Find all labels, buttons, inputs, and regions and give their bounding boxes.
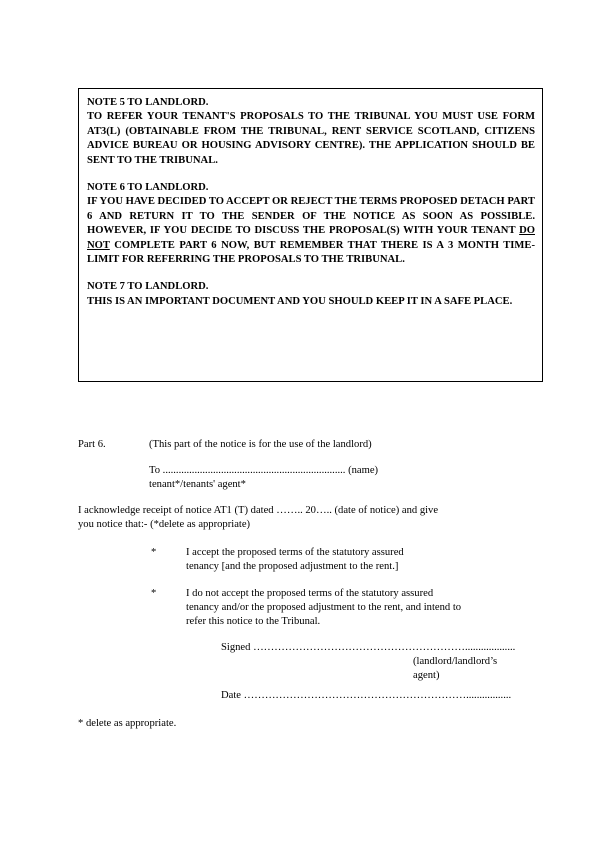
option-reject-text-line-3: refer this notice to the Tribunal. — [186, 616, 321, 627]
note-5-text: TO REFER YOUR TENANT'S PROPOSALS TO THE TRIBUNAL YOU MUST USE FORM AT3(L) (OBTAINABLE FROM THE TRIBUNAL, RENT SERVICE SCOTLAND, CITIZENS ADVICE BUREAU OR HOUSING ADVISORY CENTRE). THE APPLICATION SHOULD BE SENT TO THE TRIBUNAL. — [87, 111, 535, 166]
option-reject-text-line-1: I do not accept the proposed terms of the statutory assured — [186, 588, 434, 599]
signed-role-line-1: (landlord/landlord’s — [413, 656, 498, 667]
note-6-text-after: COMPLETE PART 6 NOW, BUT REMEMBER THAT THERE IS A 3 MONTH TIME-LIMIT FOR REFERRING THE PROPOSALS TO THE TRIBUNAL. — [87, 239, 535, 266]
note-6-heading: NOTE 6 TO LANDLORD. — [87, 182, 209, 194]
to-recipient-type: tenant*/tenants' agent* — [149, 479, 246, 490]
acknowledge-line-1[interactable]: I acknowledge receipt of notice AT1 (T) dated …….. 20….. (date of notice) and give — [78, 505, 439, 516]
note-7-text: THIS IS AN IMPORTANT DOCUMENT AND YOU SHOULD KEEP IT IN A SAFE PLACE. — [87, 295, 513, 307]
part-6-label: Part 6. — [78, 439, 106, 450]
to-name-field[interactable]: To ..................................................................... (name) — [149, 465, 379, 476]
note-5-heading: NOTE 5 TO LANDLORD. — [87, 97, 209, 108]
part-6-intro: (This part of the notice is for the use of the landlord) — [149, 439, 372, 450]
option-accept-text-line-1: I accept the proposed terms of the statutory assured — [186, 547, 404, 558]
acknowledge-line-2: you notice that:- (*delete as appropriate) — [78, 519, 251, 530]
note-7 — [87, 280, 535, 309]
date-field[interactable]: Date ………………………………………………………................. — [221, 690, 512, 701]
note-7-heading: NOTE 7 TO LANDLORD. — [87, 281, 209, 293]
signed-field[interactable]: Signed ……………………………………………………................... — [221, 642, 516, 653]
option-reject-marker[interactable]: * — [151, 588, 157, 599]
option-accept-text-line-2: tenancy [and the proposed adjustment to the rent.] — [186, 561, 399, 572]
landlord-notes-box — [78, 88, 543, 382]
footnote: * delete as appropriate. — [78, 718, 177, 729]
note-6-text — [87, 195, 535, 267]
signed-role-line-2: agent) — [413, 670, 440, 681]
note-5 — [87, 96, 535, 168]
note-6-do-not-emphasis: DO NOT — [87, 225, 535, 251]
option-reject-text-line-2: tenancy and/or the proposed adjustment to the rent, and intend to — [186, 602, 462, 613]
option-accept-marker[interactable]: * — [151, 547, 157, 558]
note-6 — [87, 181, 535, 267]
note-6-text-before: IF YOU HAVE DECIDED TO ACCEPT OR REJECT THE TERMS PROPOSED DETACH PART 6 AND RETURN IT TO THE SENDER OF THE NOTICE AS SOON AS POSSIBLE. HOWEVER, IF YOU DECIDE TO DISCUSS THE PROPOSAL(S) WITH YOUR TENANT — [87, 196, 535, 237]
